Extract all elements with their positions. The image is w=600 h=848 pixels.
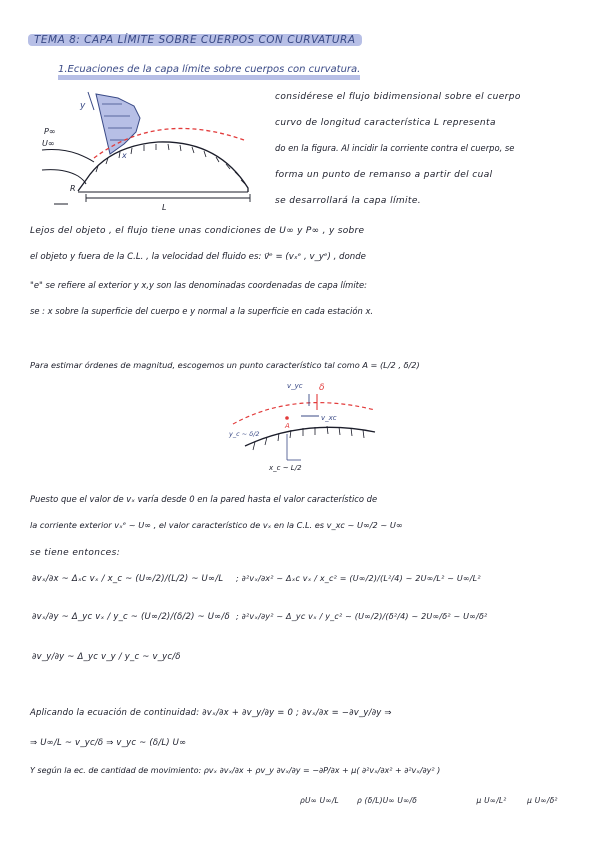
magnitude-line-3: se tiene entonces: [30,548,121,558]
label-r: R [70,184,76,193]
streamline [42,150,94,163]
label-x: x [122,151,127,160]
body-outline [78,142,248,192]
section-subtitle: 1.Ecuaciones de la capa límite sobre cuerpos con curvatura. [58,64,360,80]
momentum-line-1: Y según la ec. de cantidad de movimiento: ρvₓ ∂vₓ/∂x + ρv_y ∂vₓ/∂y = −∂P/∂x + μ( ∂²vₓ/∂x² + ∂²vₓ/∂y² ) [30,766,441,775]
label-xc: x_c ~ L/2 [269,464,302,472]
label-u-inf: U∞ [42,139,55,148]
label-vyc: v_yc [287,382,303,390]
y-axis-arrow [88,92,94,110]
figure-point-a [225,380,385,470]
boundary-layer-edge [233,403,375,424]
point-a [285,416,289,420]
equation-d2vx-dx2: ; ∂²vₓ/∂x² ~ Δₓc vₓ / x_c² = (U∞/2)/(L²/4) ~ 2U∞/L² ~ U∞/L² [236,574,481,583]
equation-d2vx-dy2: ; ∂²vₓ/∂y² ~ Δ_yc vₓ / y_c² ~ (U∞/2)/(δ²/4) ~ 2U∞/δ² ~ U∞/δ² [236,612,488,621]
intro-line-3: do en la figura. Al incidir la corriente contra el cuerpo, se [275,143,515,153]
far-field-line-2: el objeto y fuera de la C.L. , la velocidad del fluido es: v⃗ᵉ = (vₓᵉ , v_yᵉ) , donde [30,252,366,262]
surface-hatch [253,426,364,450]
label-y: y [80,101,86,111]
far-field-line-1: Lejos del objeto , el flujo tiene unas condiciones de U∞ y P∞ , y sobre [30,226,365,236]
equation-dvx-dx: ∂vₓ/∂x ~ Δₓc vₓ / x_c ~ (U∞/2)/(L/2) ~ U∞/L [32,574,224,584]
streamline [42,170,86,184]
label-vxc: v_xc [321,414,337,422]
intro-line-1: considérese el flujo bidimensional sobre el cuerpo [275,92,521,102]
equation-dvx-dy: ∂vₓ/∂y ~ Δ_yc vₓ / y_c ~ (U∞/2)/(δ/2) ~ U∞/δ [32,612,230,622]
figure-curved-body [38,88,298,212]
equation-dvy-dy: ∂v_y/∂y ~ Δ_yc v_y / y_c ~ v_yc/δ [32,652,181,662]
continuity-line-1: Aplicando la ecuación de continuidad: ∂vₓ/∂x + ∂v_y/∂y = 0 ; ∂vₓ/∂x = −∂v_y/∂y ⇒ [30,708,392,718]
body-hatch [96,144,245,184]
intro-line-4: forma un punto de remanso a partir del cual [275,170,493,180]
continuity-line-2: ⇒ U∞/L ~ v_yc/δ ⇒ v_yc ~ (δ/L) U∞ [30,738,187,748]
far-field-line-4: se : x sobre la superficie del cuerpo e y normal a la superficie en cada estación x. [30,306,374,316]
page-title: TEMA 8: CAPA LÍMITE SOBRE CUERPOS CON CURVATURA [28,34,362,46]
velocity-profile [96,94,140,154]
characteristic-point-text: Para estimar órdenes de magnitud, escogemos un punto característico tal como A = (L/2 , δ/2) [30,360,420,370]
body-surface [245,427,375,446]
label-a: A [285,422,290,430]
far-field-line-3: "e" se refiere al exterior y x,y son las denominadas coordenadas de capa límite: [30,280,367,290]
label-p-inf: P∞ [44,127,56,136]
magnitude-line-2: la corriente exterior vₓᵉ ~ U∞ , el valor característico de vₓ en la C.L. es v_xc ~ U∞/2 ~ U∞ [30,520,403,530]
intro-line-5: se desarrollará la capa límite. [275,196,422,206]
label-y-delta: y_c ~ δ/2 [229,430,260,438]
intro-line-2: curvo de longitud característica L representa [275,118,496,128]
label-l: L [162,203,167,212]
magnitude-line-1: Puesto que el valor de vₓ varía desde 0 en la pared hasta el valor característico de [30,494,378,504]
momentum-line-2: ρU∞ U∞/L ρ (δ/L)U∞ U∞/δ μ U∞/L² μ U∞/δ² [300,796,558,805]
label-delta: δ [319,383,325,393]
